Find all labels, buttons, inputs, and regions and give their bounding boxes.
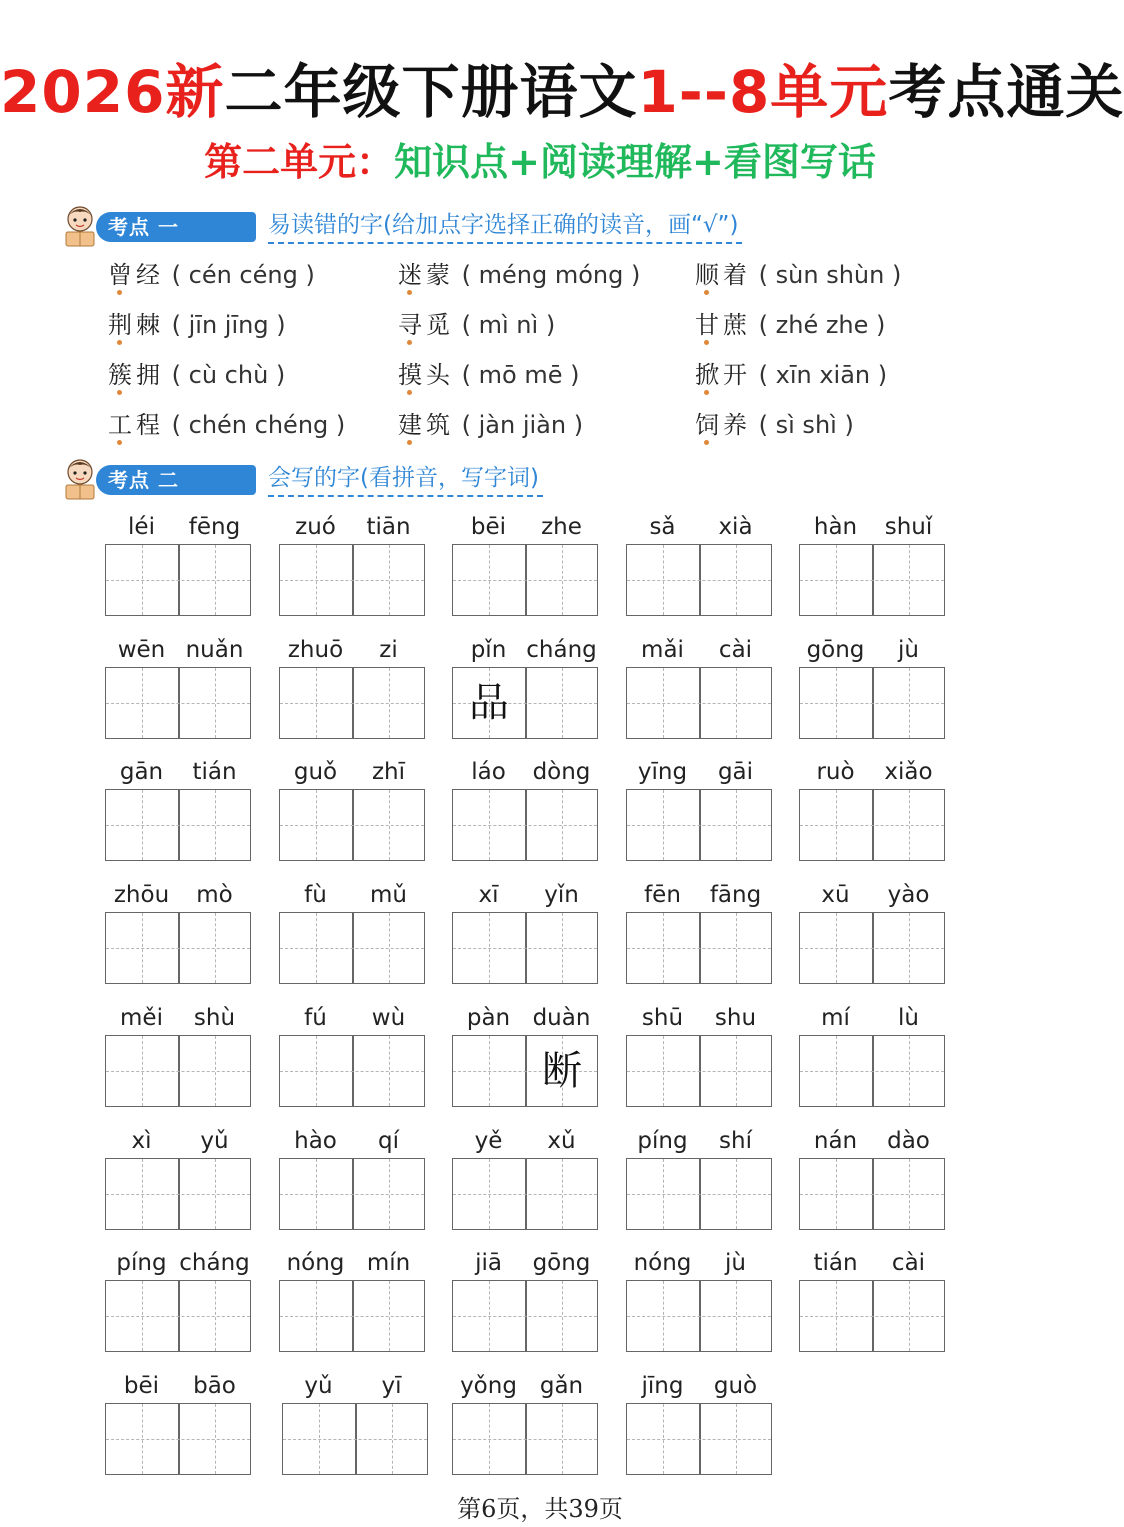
pinyin-label <box>105 1250 251 1276</box>
pinyin-syllable: shuǐ <box>884 514 933 540</box>
pinyin-label <box>626 514 772 540</box>
pinyin-label <box>799 1250 945 1276</box>
pinyin-syllable: zuó <box>295 514 336 540</box>
pinyin-syllable: yě <box>474 1127 503 1154</box>
pinyin-syllable: zhī <box>371 759 406 786</box>
pinyin-syllable: qí <box>378 1127 399 1154</box>
pinyin-syllable: wù <box>371 1004 406 1031</box>
pinyin-options[interactable]: ( jīn jīng ) <box>171 311 286 339</box>
writing-grid[interactable] <box>452 1035 598 1107</box>
pinyin-syllable: fāng <box>709 882 762 909</box>
writing-grid[interactable] <box>105 1280 251 1352</box>
pinyin-options[interactable]: ( méng móng ) <box>461 261 641 289</box>
kid-reading-icon <box>60 457 100 501</box>
grid-line <box>800 1194 944 1195</box>
section-2-instructions: 会写的字(看拼音，写字词) <box>268 461 543 497</box>
pinyin-label <box>279 759 425 785</box>
pinyin-label <box>279 882 425 908</box>
pinyin-syllable: pǐn <box>470 636 507 663</box>
emphasis-dot <box>407 290 412 295</box>
pinyin-syllable: yī <box>381 1372 402 1399</box>
question-word: 饲养 <box>695 411 751 439</box>
pinyin-label <box>626 1128 772 1154</box>
pinyin-syllable: sǎ <box>649 514 676 540</box>
pinyin-label <box>105 759 251 785</box>
writing-grid[interactable] <box>452 1403 598 1475</box>
question-word: 簇拥 <box>108 361 164 389</box>
grid-line <box>106 1194 250 1195</box>
pinyin-syllable: tián <box>813 1250 858 1277</box>
pinyin-options[interactable]: ( mì nì ) <box>461 311 556 339</box>
pinyin-syllable: jù <box>898 636 919 663</box>
pinyin-label <box>279 637 425 663</box>
pinyin-syllable: láo <box>471 759 506 786</box>
pinyin-label <box>279 1250 425 1276</box>
pinyin-options[interactable]: ( xīn xiān ) <box>758 361 888 389</box>
pinyin-options[interactable]: ( sùn shùn ) <box>758 261 902 289</box>
pinyin-syllable: nuǎn <box>185 636 244 663</box>
pinyin-syllable: lù <box>898 1004 919 1031</box>
pinyin-syllable: fēng <box>188 514 241 540</box>
pronunciation-question[interactable] <box>108 408 345 442</box>
pinyin-syllable: hàn <box>813 514 858 540</box>
emphasis-dot <box>407 440 412 445</box>
pinyin-syllable: měi <box>120 1004 163 1031</box>
pinyin-options[interactable]: ( mō mē ) <box>461 361 580 389</box>
pinyin-label <box>799 1128 945 1154</box>
pinyin-label <box>799 514 945 540</box>
pinyin-syllable: gǎn <box>539 1372 584 1399</box>
pinyin-syllable: nóng <box>633 1250 692 1277</box>
grid-line <box>800 1071 944 1072</box>
writing-grid[interactable] <box>452 544 598 616</box>
title-topic: 考点通关 <box>888 58 1124 126</box>
pinyin-label <box>799 882 945 908</box>
pinyin-syllable: shu <box>714 1004 757 1031</box>
grid-line <box>800 825 944 826</box>
pinyin-label <box>799 637 945 663</box>
pinyin-label <box>799 1005 945 1031</box>
writing-grid[interactable] <box>626 789 772 861</box>
pinyin-syllable: yào <box>887 882 930 909</box>
title-grade: 二年级下册语文 <box>224 58 638 126</box>
writing-grid[interactable] <box>626 1158 772 1230</box>
emphasis-dot <box>117 440 122 445</box>
writing-grid[interactable] <box>799 667 945 739</box>
pinyin-syllable: mǔ <box>370 882 407 909</box>
pinyin-syllable: fú <box>304 1004 327 1031</box>
pinyin-syllable: píng <box>116 1250 167 1277</box>
question-word: 荆棘 <box>108 311 164 339</box>
grid-line <box>106 703 250 704</box>
grid-line <box>627 703 771 704</box>
pinyin-syllable: jīng <box>641 1372 684 1399</box>
pinyin-syllable: guò <box>713 1372 758 1399</box>
pinyin-syllable: yǔ <box>200 1127 229 1154</box>
section-1-badge: 考点 一 <box>96 212 256 242</box>
pinyin-syllable: mín <box>366 1250 411 1277</box>
emphasis-dot <box>117 290 122 295</box>
pinyin-label <box>105 1373 251 1399</box>
grid-line <box>453 1439 597 1440</box>
pronunciation-question[interactable] <box>695 258 901 292</box>
grid-line <box>453 1194 597 1195</box>
example-character: 品 <box>469 679 509 726</box>
question-word: 摸头 <box>398 361 454 389</box>
pinyin-label <box>626 637 772 663</box>
grid-line <box>800 580 944 581</box>
grid-line <box>106 825 250 826</box>
question-word: 迷蒙 <box>398 261 454 289</box>
pinyin-syllable: fēn <box>644 882 681 909</box>
title-units: 1--8单元 <box>637 58 889 126</box>
grid-line <box>627 1316 771 1317</box>
pinyin-syllable: xī <box>478 882 499 909</box>
emphasis-dot <box>117 340 122 345</box>
question-word: 掀开 <box>695 361 751 389</box>
pronunciation-question[interactable] <box>398 358 579 392</box>
grid-line <box>106 1439 250 1440</box>
pinyin-syllable: yīng <box>637 759 688 786</box>
pronunciation-question[interactable] <box>108 358 285 392</box>
writing-grid[interactable] <box>626 544 772 616</box>
pinyin-syllable: nán <box>813 1127 858 1154</box>
pinyin-syllable: cháng <box>526 636 597 663</box>
pinyin-syllable: xǔ <box>547 1127 576 1154</box>
pinyin-options[interactable]: ( sì shì ) <box>758 411 854 439</box>
question-word: 建筑 <box>398 411 454 439</box>
pinyin-syllable: dòng <box>532 759 591 786</box>
kid-reading-icon <box>60 204 100 248</box>
grid-line <box>280 1194 424 1195</box>
pinyin-syllable: píng <box>637 1127 688 1154</box>
pinyin-syllable: shū <box>641 1004 684 1031</box>
grid-line <box>800 948 944 949</box>
pinyin-label <box>452 1128 598 1154</box>
pinyin-label <box>452 882 598 908</box>
writing-grid[interactable] <box>279 1280 425 1352</box>
writing-grid[interactable] <box>105 789 251 861</box>
pinyin-label <box>626 1250 772 1276</box>
pinyin-label <box>279 514 425 540</box>
writing-grid[interactable] <box>105 1403 251 1475</box>
pinyin-syllable: xià <box>718 514 753 540</box>
pronunciation-question[interactable] <box>108 258 315 292</box>
writing-grid[interactable] <box>279 912 425 984</box>
pinyin-syllable: pàn <box>466 1004 511 1031</box>
pinyin-syllable: mǎi <box>641 636 684 663</box>
question-word: 甘蔗 <box>695 311 751 339</box>
pinyin-syllable: nóng <box>286 1250 345 1277</box>
pinyin-label <box>799 759 945 785</box>
pinyin-syllable: zhuō <box>287 636 344 663</box>
pinyin-label <box>626 759 772 785</box>
pinyin-syllable: xiǎo <box>884 759 933 786</box>
pinyin-syllable: xì <box>131 1127 152 1154</box>
pinyin-syllable: wēn <box>117 636 166 663</box>
pinyin-label <box>452 1005 598 1031</box>
pinyin-options[interactable]: ( zhé zhe ) <box>758 311 886 339</box>
pinyin-syllable: cài <box>891 1250 926 1277</box>
pinyin-syllable: xū <box>821 882 850 909</box>
writing-grid[interactable] <box>626 667 772 739</box>
pinyin-syllable: duàn <box>532 1004 591 1031</box>
grid-line <box>800 1316 944 1317</box>
pinyin-syllable: cháng <box>179 1250 250 1277</box>
writing-grid[interactable] <box>452 789 598 861</box>
grid-line <box>280 825 424 826</box>
emphasis-dot <box>117 390 122 395</box>
writing-grid[interactable] <box>452 667 598 739</box>
writing-grid[interactable] <box>105 1035 251 1107</box>
grid-line <box>453 1316 597 1317</box>
pinyin-syllable: yǐn <box>544 882 579 909</box>
writing-grid[interactable] <box>626 1403 772 1475</box>
grid-line <box>627 825 771 826</box>
writing-grid[interactable] <box>452 1158 598 1230</box>
grid-line <box>106 1071 250 1072</box>
writing-grid[interactable] <box>279 1035 425 1107</box>
writing-grid[interactable] <box>452 912 598 984</box>
pinyin-options[interactable]: ( chén chéng ) <box>171 411 346 439</box>
writing-grid[interactable] <box>799 1158 945 1230</box>
emphasis-dot <box>407 390 412 395</box>
pinyin-label <box>105 637 251 663</box>
pinyin-label <box>452 759 598 785</box>
pinyin-syllable: shù <box>193 1004 236 1031</box>
pinyin-syllable: tián <box>192 759 237 786</box>
pinyin-label <box>452 1250 598 1276</box>
writing-grid[interactable] <box>279 1158 425 1230</box>
grid-line <box>280 703 424 704</box>
pronunciation-question[interactable] <box>398 308 555 342</box>
grid-line <box>280 1316 424 1317</box>
writing-grid[interactable] <box>282 1403 428 1475</box>
pinyin-options[interactable]: ( jàn jiàn ) <box>461 411 584 439</box>
pinyin-label <box>452 1373 598 1399</box>
pinyin-syllable: zhōu <box>113 882 170 909</box>
pronunciation-question[interactable] <box>398 258 640 292</box>
writing-grid[interactable] <box>626 912 772 984</box>
writing-grid[interactable] <box>452 1280 598 1352</box>
grid-line <box>453 825 597 826</box>
section-2-badge: 考点 二 <box>96 465 256 495</box>
grid-line <box>627 1439 771 1440</box>
pinyin-syllable: mí <box>821 1004 850 1031</box>
pronunciation-question[interactable] <box>695 408 854 442</box>
pinyin-label <box>626 1373 772 1399</box>
pinyin-syllable: mò <box>196 882 233 909</box>
grid-line <box>280 1071 424 1072</box>
pinyin-label <box>279 1128 425 1154</box>
pinyin-syllable: bēi <box>123 1372 160 1399</box>
pinyin-options[interactable]: ( cén céng ) <box>171 261 315 289</box>
subtitle <box>0 135 1080 189</box>
pronunciation-question[interactable] <box>695 308 885 342</box>
pinyin-syllable: yǔ <box>304 1372 333 1399</box>
section-1-instructions: 易读错的字(给加点字选择正确的读音，画“√”) <box>268 208 742 244</box>
pinyin-syllable: gāi <box>717 759 754 786</box>
writing-grid[interactable] <box>799 544 945 616</box>
pinyin-label <box>105 514 251 540</box>
pinyin-syllable: bēi <box>470 514 507 540</box>
pinyin-syllable: ruò <box>816 759 855 786</box>
title-year: 2026新 <box>0 58 225 126</box>
pinyin-syllable: tiān <box>366 514 411 540</box>
subtitle-unit: 第二单元： <box>204 140 395 184</box>
grid-line <box>106 580 250 581</box>
main-title <box>0 52 1124 132</box>
pinyin-syllable: gān <box>119 759 164 786</box>
pinyin-syllable: jiā <box>475 1250 502 1277</box>
pinyin-label <box>105 1005 251 1031</box>
pinyin-label <box>282 1373 428 1399</box>
pinyin-syllable: guǒ <box>293 759 338 786</box>
pinyin-syllable: shí <box>719 1127 752 1154</box>
subtitle-content: 知识点+阅读理解+看图写话 <box>394 140 876 184</box>
grid-line <box>453 580 597 581</box>
pinyin-options[interactable]: ( cù chù ) <box>171 361 286 389</box>
pinyin-syllable: jù <box>725 1250 746 1277</box>
writing-grid[interactable] <box>799 1035 945 1107</box>
pinyin-syllable: cài <box>718 636 753 663</box>
grid-line <box>280 580 424 581</box>
grid-line <box>106 948 250 949</box>
question-word: 顺着 <box>695 261 751 289</box>
pinyin-syllable: zhe <box>541 514 582 540</box>
pinyin-label <box>279 1005 425 1031</box>
pinyin-label <box>105 1128 251 1154</box>
writing-grid[interactable] <box>105 912 251 984</box>
question-word: 工程 <box>108 411 164 439</box>
writing-grid[interactable] <box>626 1280 772 1352</box>
grid-line <box>627 1194 771 1195</box>
emphasis-dot <box>704 390 709 395</box>
writing-grid[interactable] <box>105 667 251 739</box>
question-word: 曾经 <box>108 261 164 289</box>
writing-grid[interactable] <box>799 789 945 861</box>
pronunciation-question[interactable] <box>398 408 583 442</box>
grid-line <box>627 948 771 949</box>
writing-grid[interactable] <box>626 1035 772 1107</box>
pinyin-label <box>105 882 251 908</box>
pronunciation-question[interactable] <box>108 308 286 342</box>
pinyin-syllable: gōng <box>806 636 865 663</box>
pinyin-syllable: gōng <box>532 1250 591 1277</box>
grid-line <box>627 580 771 581</box>
emphasis-dot <box>704 290 709 295</box>
pinyin-syllable: bāo <box>193 1372 236 1399</box>
pinyin-syllable: dào <box>887 1127 930 1154</box>
writing-grid[interactable] <box>279 667 425 739</box>
writing-grid[interactable] <box>799 1280 945 1352</box>
pinyin-label <box>452 637 598 663</box>
pinyin-syllable: zi <box>379 636 398 663</box>
writing-grid[interactable] <box>105 544 251 616</box>
writing-grid[interactable] <box>799 912 945 984</box>
grid-line <box>283 1439 427 1440</box>
emphasis-dot <box>704 340 709 345</box>
pinyin-syllable: léi <box>128 514 155 540</box>
grid-line <box>106 1316 250 1317</box>
grid-line <box>453 948 597 949</box>
emphasis-dot <box>704 440 709 445</box>
pinyin-syllable: fù <box>304 882 327 909</box>
pinyin-label <box>626 1005 772 1031</box>
writing-grid[interactable] <box>279 789 425 861</box>
writing-grid[interactable] <box>279 544 425 616</box>
pinyin-syllable: yǒng <box>460 1372 517 1399</box>
example-character: 断 <box>542 1047 582 1094</box>
emphasis-dot <box>407 340 412 345</box>
grid-line <box>800 703 944 704</box>
pinyin-label <box>452 514 598 540</box>
grid-line <box>627 1071 771 1072</box>
pinyin-label <box>626 882 772 908</box>
question-word: 寻觅 <box>398 311 454 339</box>
grid-line <box>280 948 424 949</box>
pinyin-syllable: hào <box>294 1127 337 1154</box>
pronunciation-question[interactable] <box>695 358 887 392</box>
page-footer: 第6页，共39页 <box>457 1495 623 1523</box>
writing-grid[interactable] <box>105 1158 251 1230</box>
